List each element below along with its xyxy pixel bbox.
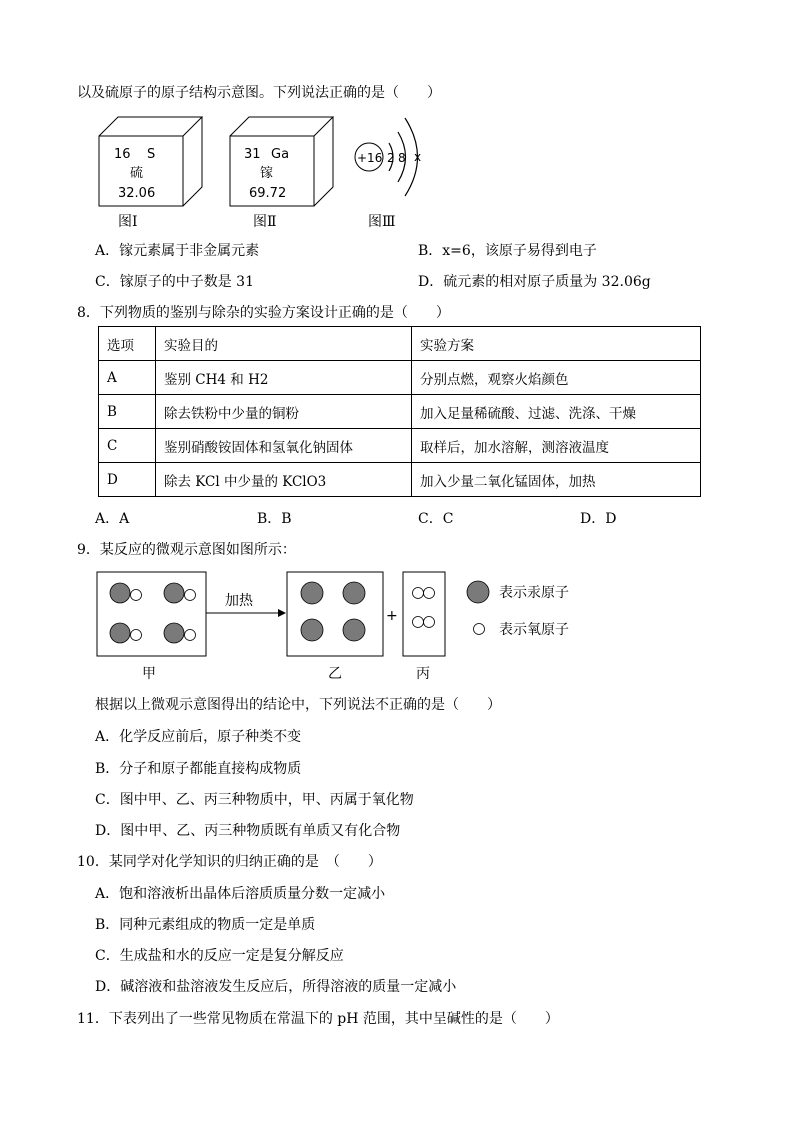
q8-option-c[interactable]: C．C xyxy=(418,511,454,527)
atom-shell1: 2 xyxy=(387,151,395,165)
table-cell: C xyxy=(99,429,156,463)
cube2-number: 31 xyxy=(244,147,261,162)
cube2-mass: 69.72 xyxy=(249,186,287,201)
cube2-name: 镓 xyxy=(260,166,274,181)
plus-sign: + xyxy=(386,608,398,624)
q10-option-a[interactable]: A．饱和溶液析出晶体后溶质质量分数一定减小 xyxy=(95,886,386,902)
table-row xyxy=(99,463,701,497)
q10-option-d[interactable]: D．碱溶液和盐溶液发生反应后，所得溶液的质量一定减小 xyxy=(95,979,457,995)
oxygen-atom-legend-icon xyxy=(474,624,485,635)
fig-label-2: 图Ⅱ xyxy=(253,214,277,230)
mercury-atom-legend-icon xyxy=(467,581,489,603)
table-cell: B xyxy=(99,395,156,429)
q9-stem: 9．某反应的微观示意图如图所示： xyxy=(77,542,296,558)
box-label-bing: 丙 xyxy=(416,666,430,682)
fig-label-1: 图Ⅰ xyxy=(118,214,138,230)
table-cell: 鉴别 CH4 和 H2 xyxy=(156,361,412,395)
q10-option-c[interactable]: C．生成盐和水的反应一定是复分解反应 xyxy=(95,948,344,964)
q9-option-d[interactable]: D．图中甲、乙、丙三种物质既有单质又有化合物 xyxy=(95,823,401,839)
q8-option-d[interactable]: D．D xyxy=(580,511,617,527)
q10-stem: 10．某同学对化学知识的归纳正确的是 （ ） xyxy=(77,854,382,870)
q9-option-c[interactable]: C．图中甲、乙、丙三种物质中，甲、丙属于氧化物 xyxy=(95,792,414,808)
q7-option-b[interactable]: B．x=6，该原子易得到电子 xyxy=(418,243,597,259)
table-header-row xyxy=(99,327,701,361)
table-row xyxy=(99,395,701,429)
q10-option-b[interactable]: B．同种元素组成的物质一定是单质 xyxy=(95,917,316,933)
table-cell: 分别点燃，观察火焰颜色 xyxy=(412,361,701,395)
table-row xyxy=(99,429,701,463)
q9-option-a[interactable]: A．化学反应前后，原子种类不变 xyxy=(95,729,302,745)
experiment-table xyxy=(98,326,701,497)
box-label-yi: 乙 xyxy=(328,666,342,682)
q8-stem: 8．下列物质的鉴别与除杂的实验方案设计正确的是（ ） xyxy=(77,305,450,321)
atom-shell2: 8 xyxy=(398,151,406,165)
table-header-cell: 选项 xyxy=(99,327,156,361)
q7-option-a[interactable]: A．镓元素属于非金属元素 xyxy=(95,243,260,259)
cube2-symbol: Ga xyxy=(271,147,290,162)
q9-question: 根据以上微观示意图得出的结论中，下列说法不正确的是（ ） xyxy=(95,697,501,713)
atom-shell3: x xyxy=(414,150,422,164)
element-cube-sulfur xyxy=(96,114,208,210)
cube1-name: 硫 xyxy=(130,166,144,181)
legend-mercury: 表示汞原子 xyxy=(499,585,569,601)
q11-stem: 11．下表列出了一些常见物质在常温下的 pH 范围，其中呈碱性的是（ ） xyxy=(77,1011,559,1027)
atom-structure-diagram xyxy=(350,110,440,204)
legend-oxygen: 表示氧原子 xyxy=(499,622,569,638)
cube1-symbol: S xyxy=(147,147,156,162)
cube1-mass: 32.06 xyxy=(118,186,156,201)
table-cell: 取样后，加水溶解，测溶液温度 xyxy=(412,429,701,463)
reaction-diagram xyxy=(95,568,595,688)
q7-option-d[interactable]: D．硫元素的相对原子质量为 32.06g xyxy=(418,274,651,290)
table-cell: 除去铁粉中少量的铜粉 xyxy=(156,395,412,429)
q7-option-c[interactable]: C．镓原子的中子数是 31 xyxy=(95,274,254,290)
table-row xyxy=(99,361,701,395)
atom-nucleus: +16 xyxy=(357,151,383,165)
table-cell: D xyxy=(99,463,156,497)
fig-label-3: 图Ⅲ xyxy=(368,214,396,230)
cube1-number: 16 xyxy=(114,147,131,162)
q8-option-a[interactable]: A．A xyxy=(95,511,130,527)
table-cell: 加入少量二氧化锰固体，加热 xyxy=(412,463,701,497)
table-cell: 鉴别硝酸铵固体和氢氧化钠固体 xyxy=(156,429,412,463)
table-header-cell: 实验目的 xyxy=(156,327,412,361)
box-label-jia: 甲 xyxy=(142,666,156,682)
table-header-cell: 实验方案 xyxy=(412,327,701,361)
table-cell: A xyxy=(99,361,156,395)
q9-option-b[interactable]: B．分子和原子都能直接构成物质 xyxy=(95,761,302,777)
q8-option-b[interactable]: B．B xyxy=(257,511,292,527)
element-cube-gallium xyxy=(227,114,339,210)
table-cell: 除去 KCl 中少量的 KClO3 xyxy=(156,463,412,497)
q7-stem: 以及硫原子的原子结构示意图。下列说法正确的是（ ） xyxy=(77,85,441,101)
arrow-label: 加热 xyxy=(225,593,253,609)
table-cell: 加入足量稀硫酸、过滤、洗涤、干燥 xyxy=(412,395,701,429)
